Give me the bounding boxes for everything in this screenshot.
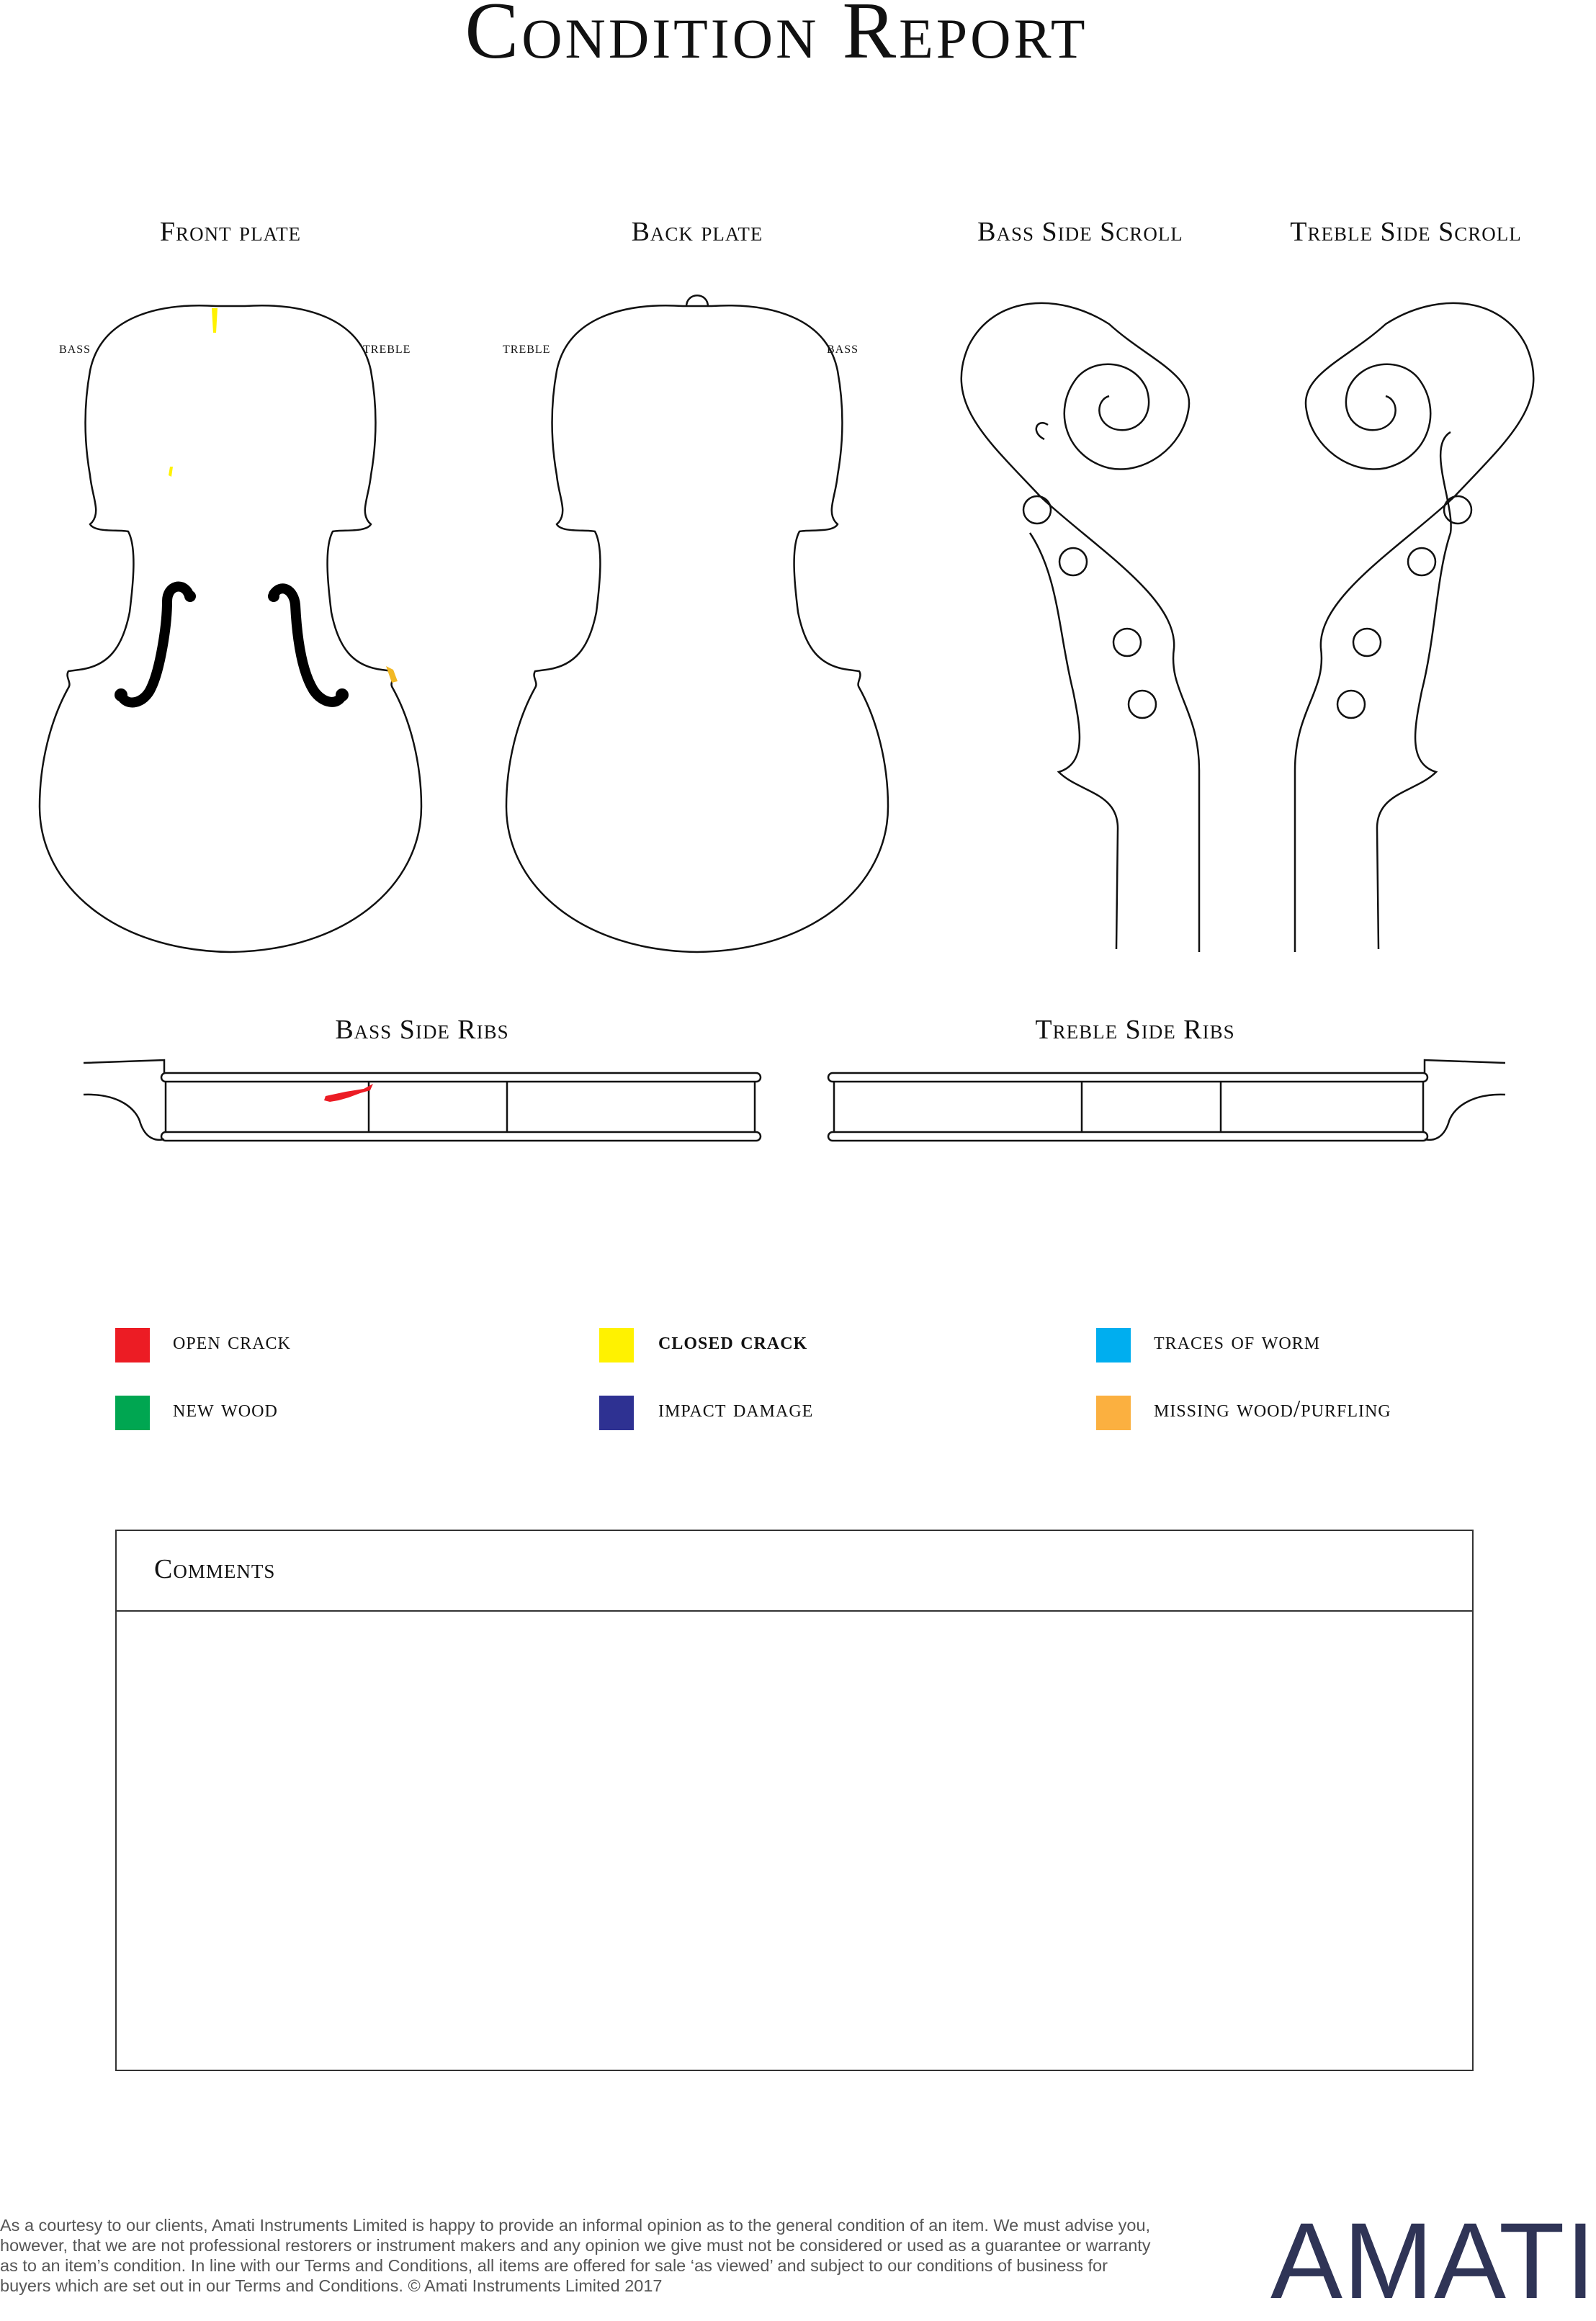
missing-wood-mark: [386, 666, 398, 683]
comments-box: [115, 1530, 1474, 2071]
legend-label-new-wood: new wood: [173, 1396, 278, 1422]
open-crack-mark: [324, 1084, 373, 1102]
bass-side-scroll-drawing: [961, 303, 1199, 952]
amati-logo: AMATI: [1270, 2200, 1596, 2321]
bass-side-ribs-drawing: [84, 1060, 761, 1141]
bass-side-ribs-label: Bass Side Ribs: [335, 1015, 509, 1045]
legend-swatch-open-crack: [115, 1328, 150, 1362]
treble-side-ribs-label: Treble Side Ribs: [1035, 1015, 1235, 1045]
back-plate-button: [686, 295, 708, 307]
f-hole-right: [274, 588, 342, 702]
legend-label-traces-of-worm: traces of worm: [1154, 1328, 1321, 1355]
legend-label-missing-wood-purfling: missing wood/purfling: [1154, 1396, 1391, 1422]
back-plate-label: Back plate: [631, 217, 763, 247]
legend-swatch-impact-damage: [599, 1396, 634, 1430]
front-plate-label: Front plate: [159, 217, 302, 247]
back-plate-right-side-label: bass: [827, 338, 859, 356]
back-plate-outline: [506, 305, 888, 952]
front-plate-left-side-label: bass: [59, 338, 91, 356]
treble-side-scroll-label: Treble Side Scroll: [1290, 217, 1522, 247]
front-plate-outline: [40, 305, 421, 952]
f-holes: [115, 587, 349, 703]
damage-marks: [169, 308, 398, 1102]
treble-side-ribs-drawing: [828, 1060, 1505, 1141]
disclaimer-text: As a courtesy to our clients, Amati Instruments Limited is happy to provide an informal opinion as to the general condition of an item. We must advise you, however, that we are not professional restorers or instrument makers and any opinion we give must not be considered or used as a guarantee or warranty as to an item’s condition. In line with our Terms and Conditions, all items are offered for sale ‘as viewed’ and subject to our conditions of business for buyers which are set out in our Terms and Conditions. © Amati Instruments Limited 2017: [0, 2216, 1151, 2295]
legend-label-open-crack: open crack: [173, 1328, 291, 1355]
comments-heading: Comments: [117, 1531, 1472, 1612]
page-title: Condition Report: [465, 0, 1088, 76]
legend-label-impact-damage: impact damage: [658, 1396, 814, 1422]
legend-swatch-closed-crack: [599, 1328, 634, 1362]
legend-swatch-new-wood: [115, 1396, 150, 1430]
front-plate-right-side-label: treble: [363, 338, 411, 356]
back-plate-left-side-label: treble: [503, 338, 551, 356]
back-plate-drawing: [506, 295, 888, 952]
legend-label-closed-crack: closed crack: [658, 1328, 808, 1355]
treble-side-scroll-drawing: [1295, 303, 1533, 952]
legend-swatch-missing-wood-purfling: [1096, 1396, 1131, 1430]
bass-side-scroll-label: Bass Side Scroll: [977, 217, 1183, 247]
closed-crack-mark: [169, 467, 173, 477]
comments-body[interactable]: [117, 1612, 1472, 2070]
legend-swatch-traces-of-worm: [1096, 1328, 1131, 1362]
front-plate-drawing: [40, 305, 421, 952]
closed-crack-mark: [212, 308, 218, 333]
